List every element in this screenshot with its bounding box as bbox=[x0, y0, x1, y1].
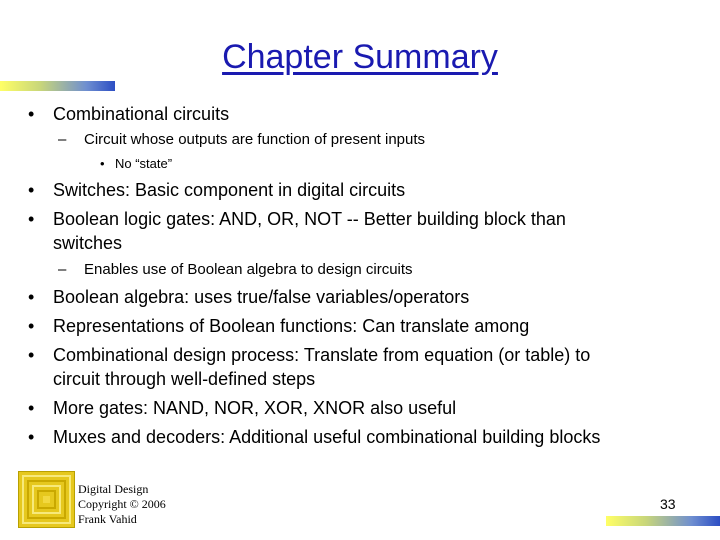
bullet-text: Switches: Basic component in digital circuits bbox=[53, 180, 406, 200]
title-accent-bar bbox=[0, 81, 115, 91]
bullet-marker: • bbox=[28, 180, 35, 200]
sub-bullet-item bbox=[58, 260, 413, 280]
bullet-text: Combinational design process: Translate from equation (or table) to bbox=[53, 345, 591, 365]
footer-author: Frank Vahid bbox=[78, 512, 137, 526]
footer-course: Digital Design bbox=[78, 482, 149, 496]
bullet-text: circuit through well-defined steps bbox=[53, 369, 316, 389]
bullet-item bbox=[28, 285, 470, 309]
bullet-marker: • bbox=[28, 287, 35, 307]
bullet-text: Boolean algebra: uses true/false variables/operators bbox=[53, 287, 470, 307]
bullet-item bbox=[28, 425, 601, 449]
bullet-text: Circuit whose outputs are function of present inputs bbox=[84, 131, 426, 148]
bullet-item bbox=[28, 102, 230, 126]
nested-squares-logo-icon bbox=[18, 471, 75, 528]
bullet-marker: – bbox=[58, 261, 67, 278]
bullet-text: More gates: NAND, NOR, XOR, XNOR also useful bbox=[53, 398, 457, 418]
bullet-text: Representations of Boolean functions: Can translate among bbox=[53, 316, 530, 336]
slide-title: Chapter Summary bbox=[222, 38, 498, 76]
sub-sub-bullet-item bbox=[100, 155, 173, 173]
footer-accent-bar bbox=[606, 516, 720, 526]
logo-graphic bbox=[19, 472, 74, 527]
bullet-text: Muxes and decoders: Additional useful combinational building blocks bbox=[53, 427, 601, 447]
bullet-text: Combinational circuits bbox=[53, 104, 230, 124]
bullet-marker: • bbox=[100, 156, 105, 171]
bullet-item bbox=[28, 343, 591, 367]
bullet-text: Enables use of Boolean algebra to design circuits bbox=[84, 261, 413, 278]
bullet-item bbox=[28, 178, 406, 202]
bullet-marker: – bbox=[58, 131, 67, 148]
bullet-continuation bbox=[53, 367, 315, 391]
bullet-continuation bbox=[53, 231, 122, 255]
bullet-item bbox=[28, 396, 457, 420]
bullet-marker: • bbox=[28, 209, 35, 229]
bullet-text: No “state” bbox=[115, 156, 173, 171]
footer-credit bbox=[78, 482, 166, 527]
bullet-text: Boolean logic gates: AND, OR, NOT -- Better building block than bbox=[53, 209, 566, 229]
bullet-marker: • bbox=[28, 398, 35, 418]
bullet-marker: • bbox=[28, 427, 35, 447]
bullet-marker: • bbox=[28, 345, 35, 365]
bullet-marker: • bbox=[28, 316, 35, 336]
page-number: 33 bbox=[660, 496, 676, 512]
bullet-item bbox=[28, 314, 530, 338]
footer-copyright: Copyright © 2006 bbox=[78, 497, 166, 511]
sub-bullet-item bbox=[58, 130, 426, 150]
bullet-marker: • bbox=[28, 104, 35, 124]
bullet-text: switches bbox=[53, 233, 123, 253]
bullet-item bbox=[28, 207, 566, 231]
